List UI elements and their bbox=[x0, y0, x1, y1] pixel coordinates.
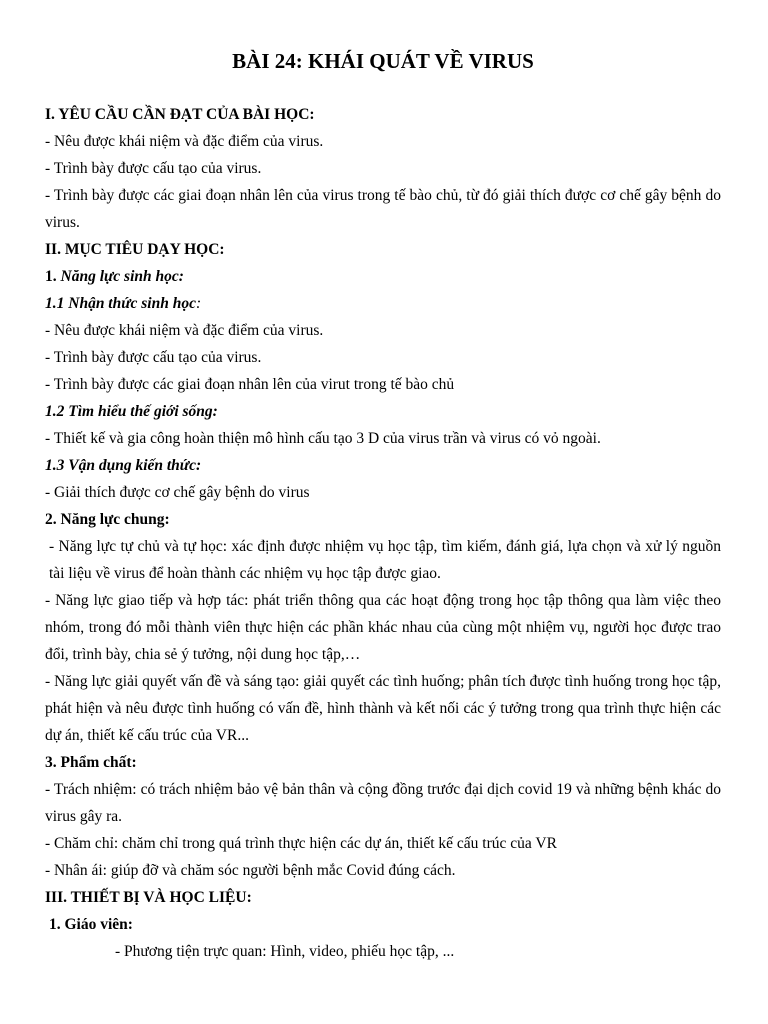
subsection-3-heading: 3. Phẩm chất: bbox=[45, 754, 137, 771]
section-1-item: - Nêu được khái niệm và đặc điểm của virus. bbox=[45, 133, 324, 150]
section-3-sub-1-heading: 1. Giáo viên: bbox=[49, 916, 133, 933]
section-1-item: - Trình bày được cấu tạo của virus. bbox=[45, 160, 262, 177]
subsection-3-item: - Trách nhiệm: có trách nhiệm bảo vệ bản thân và cộng đồng trước đại dịch covid 19 và những bệnh khác do virus gây ra. bbox=[45, 781, 721, 825]
subsection-1-1-heading bbox=[45, 290, 721, 317]
subsection-1-1-item: - Nêu được khái niệm và đặc điểm của virus. bbox=[45, 322, 324, 339]
subsection-2-heading: 2. Năng lực chung: bbox=[45, 511, 170, 528]
subsection-2-item: - Năng lực giải quyết vấn đề và sáng tạo: giải quyết các tình huống; phân tích được tình huống trong học tập, phát hiện và nêu được tình huống có vấn đề, hình thành và kết nối các ý tưởng trong qua trình thực hiện các dự án, thiết kế cấu trúc của VR... bbox=[45, 673, 721, 744]
subsection-1-number: 1. bbox=[45, 268, 61, 285]
section-3-sub-1-item: - Phương tiện trực quan: Hình, video, phiếu học tập, ... bbox=[115, 943, 455, 960]
section-1-heading: I. YÊU CẦU CẦN ĐẠT CỦA BÀI HỌC: bbox=[45, 106, 315, 123]
subsection-1-label: Năng lực sinh học: bbox=[60, 268, 184, 285]
subsection-1-2-item: - Thiết kế và gia công hoàn thiện mô hình cấu tạo 3 D của virus trần và virus có vỏ ngoài. bbox=[45, 430, 601, 447]
lesson-title: BÀI 24: KHÁI QUÁT VỀ VIRUS bbox=[232, 49, 534, 73]
section-3-heading: III. THIẾT BỊ VÀ HỌC LIỆU: bbox=[45, 889, 252, 906]
subsection-3-item: - Nhân ái: giúp đỡ và chăm sóc người bệnh mắc Covid đúng cách. bbox=[45, 862, 456, 879]
subsection-1-3-heading: 1.3 Vận dụng kiến thức: bbox=[45, 457, 202, 474]
section-1-item: - Trình bày được các giai đoạn nhân lên của virus trong tế bào chủ, từ đó giải thích được cơ chế gây bệnh do virus. bbox=[45, 187, 721, 231]
subsection-1-1-label: 1.1 Nhận thức sinh học bbox=[45, 295, 196, 312]
subsection-1-1-item: - Trình bày được cấu tạo của virus. bbox=[45, 349, 262, 366]
subsection-3-item: - Chăm chỉ: chăm chỉ trong quá trình thực hiện các dự án, thiết kế cấu trúc của VR bbox=[45, 835, 557, 852]
section-2-heading: II. MỤC TIÊU DẠY HỌC: bbox=[45, 241, 225, 258]
subsection-2-item: - Năng lực tự chủ và tự học: xác định được nhiệm vụ học tập, tìm kiếm, đánh giá, lựa chọn và xử lý nguồn tài liệu về virus để hoàn thành các nhiệm vụ học tập được giao. bbox=[49, 538, 721, 582]
subsection-1-heading bbox=[45, 263, 721, 290]
subsection-1-1-colon: : bbox=[195, 295, 202, 312]
subsection-1-2-heading: 1.2 Tìm hiểu thế giới sống: bbox=[45, 403, 218, 420]
subsection-1-1-item: - Trình bày được các giai đoạn nhân lên của virut trong tế bào chủ bbox=[45, 376, 455, 393]
subsection-2-item: - Năng lực giao tiếp và hợp tác: phát triển thông qua các hoạt động trong học tập thông qua làm việc theo nhóm, trong đó mỗi thành viên thực hiện các phần khác nhau của cùng một nhiệm vụ, người học được trao đổi, trình bày, chia sẻ ý tưởng, nội dung học tập,… bbox=[45, 592, 721, 663]
subsection-1-3-item: - Giải thích được cơ chế gây bệnh do virus bbox=[45, 484, 310, 501]
